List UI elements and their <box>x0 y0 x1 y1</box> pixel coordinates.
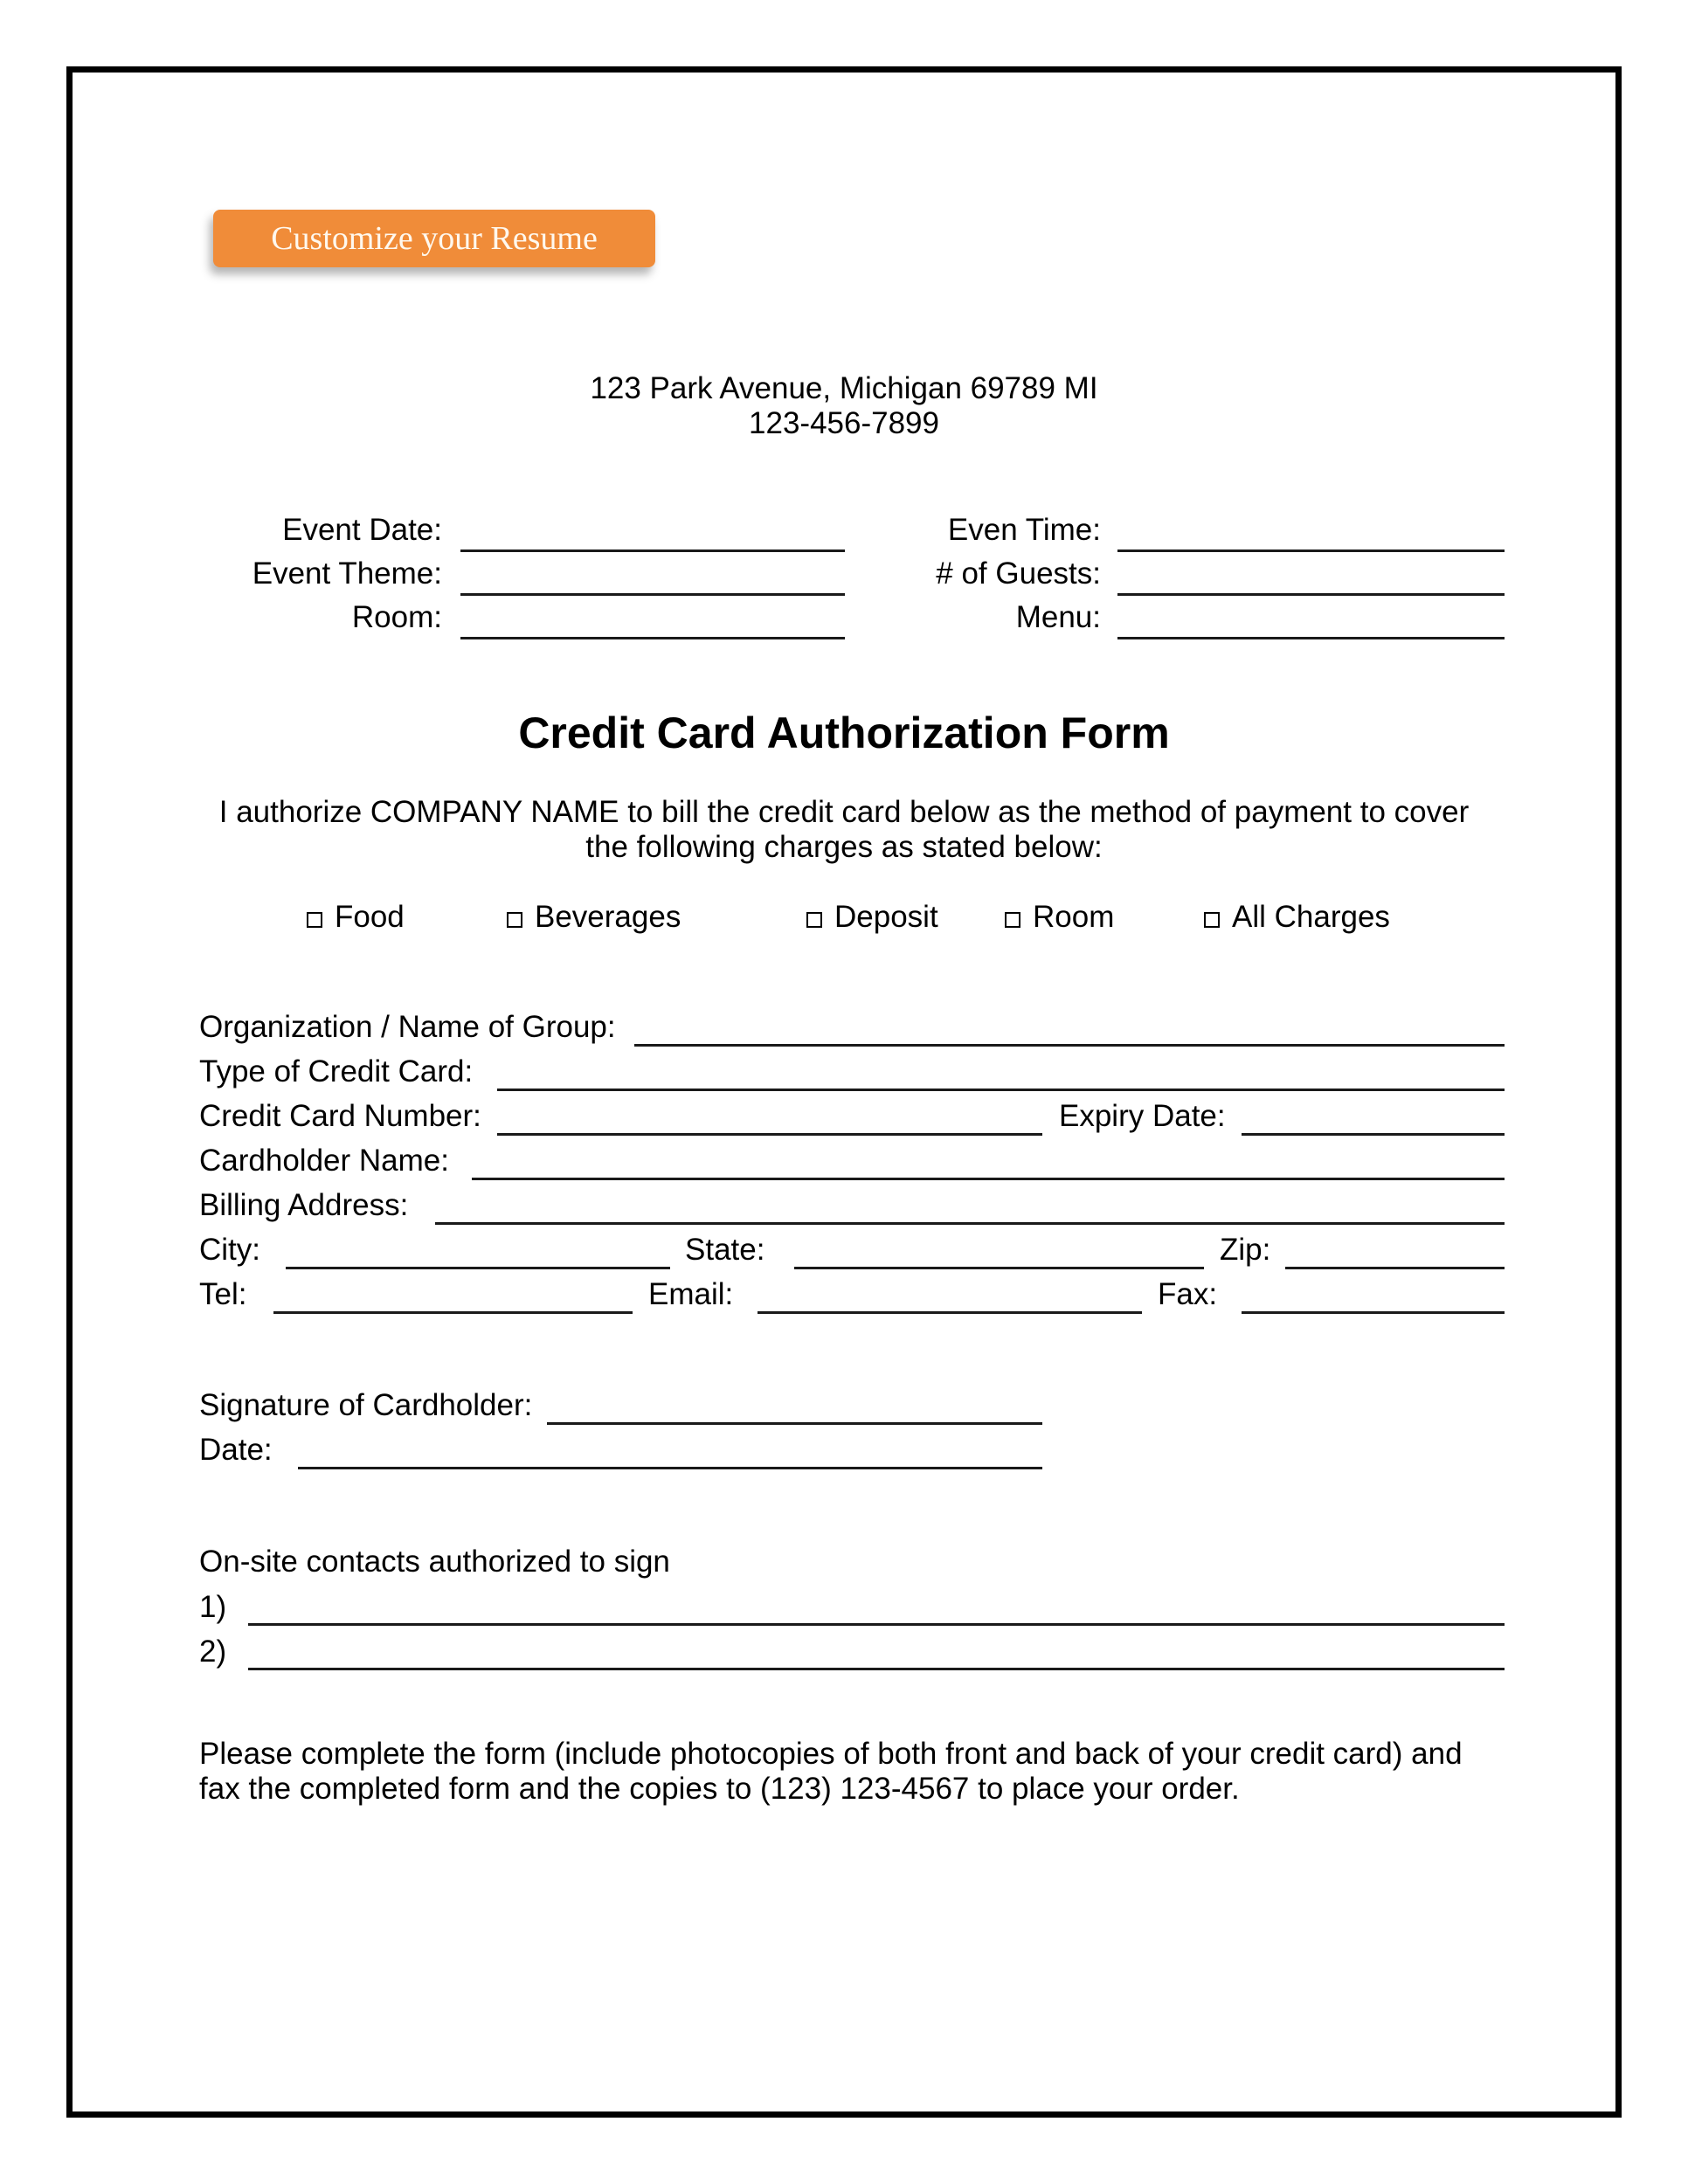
room-label: Room: <box>351 600 442 634</box>
event-time-field[interactable] <box>1117 549 1505 552</box>
signature-label: Signature of Cardholder: <box>199 1388 533 1422</box>
checkbox-icon <box>507 912 522 928</box>
footer-line-2: fax the completed form and the copies to (123) 123-4567 to place your order. <box>199 1772 1240 1806</box>
card-type-label: Type of Credit Card: <box>199 1054 474 1089</box>
zip-field[interactable] <box>1285 1267 1505 1269</box>
checkbox-icon <box>806 912 822 928</box>
fax-field[interactable] <box>1242 1311 1505 1314</box>
event-date-field[interactable] <box>460 549 845 552</box>
date-label: Date: <box>199 1433 273 1467</box>
contact-1-field[interactable] <box>248 1623 1505 1626</box>
charge-beverages-checkbox[interactable] <box>507 900 681 935</box>
organization-field[interactable] <box>634 1044 1505 1047</box>
menu-label: Menu: <box>1015 600 1101 634</box>
contact-1-label: 1) <box>199 1590 227 1624</box>
organization-label: Organization / Name of Group: <box>199 1010 616 1044</box>
zip-label: Zip: <box>1220 1233 1271 1267</box>
contact-2-label: 2) <box>199 1635 227 1669</box>
email-label: Email: <box>648 1277 734 1311</box>
state-field[interactable] <box>794 1267 1204 1269</box>
customize-resume-label: Customize your Resume <box>271 220 598 257</box>
customize-resume-button[interactable] <box>213 210 655 267</box>
card-number-field[interactable] <box>497 1133 1042 1136</box>
fax-label: Fax: <box>1158 1277 1218 1311</box>
company-phone: 123-456-7899 <box>749 406 939 440</box>
charge-room-checkbox[interactable] <box>1005 900 1114 935</box>
tel-field[interactable] <box>273 1311 633 1314</box>
menu-field[interactable] <box>1117 637 1505 639</box>
expiry-field[interactable] <box>1242 1133 1505 1136</box>
city-label: City: <box>199 1233 260 1267</box>
contacts-heading: On-site contacts authorized to sign <box>199 1545 670 1579</box>
contact-2-field[interactable] <box>248 1668 1505 1670</box>
charge-label: Beverages <box>535 900 681 934</box>
guests-field[interactable] <box>1117 593 1505 596</box>
event-theme-field[interactable] <box>460 593 845 596</box>
intro-line-2: the following charges as stated below: <box>585 830 1103 864</box>
checkbox-icon <box>1005 912 1020 928</box>
cardholder-label: Cardholder Name: <box>199 1144 449 1178</box>
event-date-label: Event Date: <box>282 513 442 547</box>
tel-label: Tel: <box>199 1277 247 1311</box>
card-number-label: Credit Card Number: <box>199 1099 481 1133</box>
checkbox-icon <box>307 912 322 928</box>
company-address: 123 Park Avenue, Michigan 69789 MI <box>590 371 1098 405</box>
event-time-label: Even Time: <box>947 513 1101 547</box>
card-type-field[interactable] <box>497 1089 1505 1091</box>
checkbox-icon <box>1204 912 1220 928</box>
state-label: State: <box>685 1233 765 1267</box>
signature-field[interactable] <box>547 1422 1042 1425</box>
footer-line-1: Please complete the form (include photocopies of both front and back of your credit card) and <box>199 1737 1463 1771</box>
cardholder-field[interactable] <box>472 1178 1505 1180</box>
charge-all-checkbox[interactable] <box>1204 900 1390 935</box>
date-field[interactable] <box>298 1467 1042 1469</box>
charge-food-checkbox[interactable] <box>307 900 405 935</box>
email-field[interactable] <box>758 1311 1142 1314</box>
charge-deposit-checkbox[interactable] <box>806 900 938 935</box>
charge-label: Food <box>335 900 405 934</box>
expiry-label: Expiry Date: <box>1059 1099 1226 1133</box>
city-field[interactable] <box>286 1267 670 1269</box>
event-theme-label: Event Theme: <box>252 556 442 591</box>
form-title: Credit Card Authorization Form <box>518 708 1170 757</box>
billing-label: Billing Address: <box>199 1188 409 1222</box>
charge-label: Deposit <box>834 900 938 934</box>
intro-line-1: I authorize COMPANY NAME to bill the credit card below as the method of payment to cover <box>218 795 1470 829</box>
charge-label: Room <box>1033 900 1115 934</box>
billing-field[interactable] <box>435 1222 1505 1225</box>
guests-label: # of Guests: <box>936 556 1101 591</box>
charge-label: All Charges <box>1232 900 1390 934</box>
room-field[interactable] <box>460 637 845 639</box>
